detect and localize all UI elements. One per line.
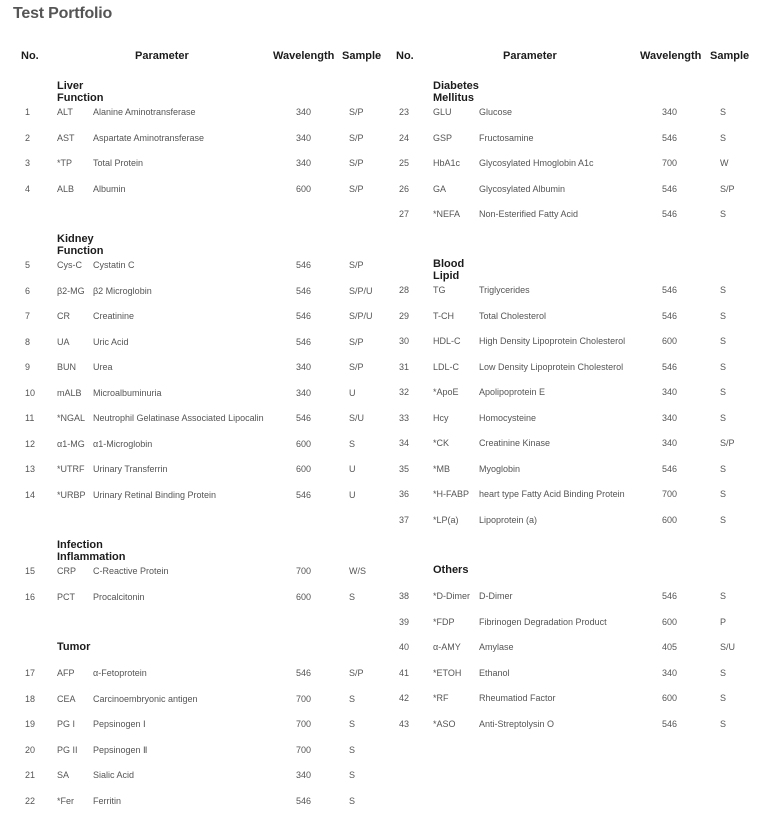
cell-abbr: *URBP [57, 489, 86, 500]
cell-sample: S [720, 336, 727, 346]
cell-name: Cystatin C [93, 260, 135, 270]
header-no: No. [21, 50, 39, 62]
cell-sample: S [349, 744, 356, 755]
cell-no: 1 [25, 107, 31, 117]
cell-wl: 340 [296, 362, 312, 372]
cell-no: 18 [25, 693, 36, 704]
cell-sample: W/S [349, 566, 366, 576]
cell-no: 24 [399, 132, 410, 143]
cell-abbr: Hcy [433, 412, 449, 423]
cell-no: 16 [25, 591, 36, 602]
cell-abbr: *D-Dimer [433, 591, 470, 601]
cell-sample: S [349, 591, 356, 602]
header-no-right: No. [396, 50, 414, 62]
cell-wl: 405 [662, 642, 678, 652]
cell-no: 15 [25, 566, 36, 576]
cell-no: 27 [399, 209, 410, 219]
cell-wl: 340 [662, 667, 678, 678]
cell-sample: U [349, 464, 356, 474]
header-wavelength: Wavelength [273, 50, 335, 62]
cell-sample: S/U [349, 413, 365, 423]
header-parameter-right: Parameter [503, 50, 557, 62]
cell-abbr: *H-FABP [433, 489, 470, 499]
cell-name: C-Reactive Protein [93, 566, 169, 576]
header-sample-right: Sample [710, 50, 750, 62]
cell-no: 42 [399, 693, 410, 703]
cell-no: 19 [25, 719, 36, 729]
cell-name: Urinary Retinal Binding Protein [93, 489, 217, 500]
cell-no: 13 [25, 464, 36, 474]
cell-abbr: *ETOH [433, 667, 462, 678]
header-wavelength-right: Wavelength [640, 50, 702, 62]
cell-abbr: CRP [57, 566, 77, 576]
cell-name: Urinary Transferrin [93, 464, 168, 474]
cell-abbr: ALT [57, 107, 73, 117]
cell-wl: 546 [662, 463, 678, 474]
cell-name: Pepsinogen Ⅱ [93, 744, 148, 755]
cell-sample: S [720, 285, 727, 295]
cell-no: 20 [25, 744, 36, 755]
cell-abbr: *CK [433, 438, 450, 448]
cell-abbr: *RF [433, 693, 449, 703]
cell-no: 5 [25, 260, 31, 270]
cell-sample: S [720, 693, 727, 703]
cell-name: Low Density Lipoprotein Cholesterol [479, 361, 624, 372]
cell-abbr: GSP [433, 132, 453, 143]
cell-sample: S [720, 718, 727, 729]
cell-wl: 600 [296, 183, 312, 194]
section-heading: Tumor [57, 641, 91, 653]
cell-abbr: *FDP [433, 616, 455, 627]
cell-name: Triglycerides [479, 285, 530, 295]
section-heading: Blood Lipid [433, 258, 465, 282]
cell-abbr: PCT [57, 591, 75, 602]
cell-name: α1-Microglobin [93, 438, 153, 449]
cell-no: 36 [399, 489, 410, 499]
cell-sample: S [720, 387, 727, 397]
cell-sample: S/P [720, 438, 735, 448]
cell-sample: S/P [349, 668, 364, 678]
section-heading: Liver Function [57, 80, 104, 104]
cell-name: β2 Microglobin [93, 285, 152, 296]
cell-sample: S [349, 795, 356, 806]
cell-sample: S/P [349, 132, 364, 143]
header-sample: Sample [342, 50, 382, 62]
cell-no: 10 [25, 387, 36, 398]
cell-abbr: α1-MG [57, 438, 85, 449]
page-title: Test Portfolio [13, 5, 113, 22]
cell-sample: S [720, 591, 727, 601]
cell-wl: 546 [296, 489, 312, 500]
cell-no: 41 [399, 667, 410, 678]
cell-name: Albumin [93, 183, 126, 194]
cell-name: Non-Esterified Fatty Acid [479, 209, 579, 219]
cell-abbr: LDL-C [433, 361, 460, 372]
cell-abbr: *ApoE [433, 387, 459, 397]
cell-name: Alanine Aminotransferase [93, 107, 196, 117]
cell-sample: S [349, 693, 356, 704]
cell-sample: S/P [349, 107, 364, 117]
cell-abbr: *TP [57, 158, 73, 168]
cell-name: Amylase [479, 642, 514, 652]
cell-name: Lipoprotein (a) [479, 514, 538, 525]
cell-sample: S [349, 770, 356, 780]
cell-sample: S [720, 667, 727, 678]
cell-abbr: *UTRF [57, 464, 85, 474]
cell-abbr: mALB [57, 387, 82, 398]
cell-name: Aspartate Aminotransferase [93, 132, 205, 143]
cell-abbr: GLU [433, 107, 452, 117]
cell-name: Total Cholesterol [479, 310, 547, 321]
cell-sample: P [720, 616, 727, 627]
cell-name: Homocysteine [479, 412, 537, 423]
cell-wl: 340 [296, 770, 312, 780]
cell-sample: S/P [720, 183, 735, 194]
cell-name: Procalcitonin [93, 591, 145, 602]
cell-no: 35 [399, 463, 410, 474]
cell-wl: 546 [296, 311, 312, 321]
cell-sample: S/P [349, 336, 364, 347]
cell-no: 6 [25, 285, 31, 296]
cell-no: 2 [25, 132, 31, 143]
cell-name: Glycosylated Hmoglobin A1c [479, 158, 594, 168]
cell-sample: S/P/U [349, 285, 373, 296]
cell-abbr: *NGAL [57, 413, 86, 423]
cell-wl: 700 [296, 566, 312, 576]
cell-wl: 340 [662, 438, 678, 448]
cell-name: Neutrophil Gelatinase Associated Lipocalin [93, 413, 264, 423]
cell-wl: 700 [662, 489, 678, 499]
cell-abbr: AST [57, 132, 75, 143]
cell-sample: S [720, 489, 727, 499]
cell-wl: 600 [296, 591, 312, 602]
cell-no: 8 [25, 336, 31, 347]
cell-sample: S [720, 361, 727, 372]
cell-abbr: PG I [57, 719, 76, 729]
cell-wl: 546 [662, 285, 678, 295]
cell-abbr: HbA1c [433, 158, 461, 168]
cell-name: Total Protein [93, 158, 144, 168]
cell-no: 32 [399, 387, 410, 397]
cell-no: 21 [25, 770, 36, 780]
cell-wl: 340 [662, 107, 678, 117]
cell-no: 28 [399, 285, 410, 295]
cell-wl: 700 [662, 158, 678, 168]
cell-name: Urea [93, 362, 113, 372]
cell-no: 43 [399, 718, 410, 729]
cell-name: Carcinoembryonic antigen [93, 693, 198, 704]
cell-wl: 546 [296, 260, 312, 270]
cell-sample: S/P [349, 183, 364, 194]
cell-name: Sialic Acid [93, 770, 135, 780]
cell-abbr: Cys-C [57, 260, 82, 270]
cell-name: Pepsinogen Ⅰ [93, 719, 146, 729]
cell-name: Microalbuminuria [93, 387, 162, 398]
cell-wl: 600 [296, 464, 312, 474]
cell-wl: 700 [296, 693, 312, 704]
cell-name: Anti-Streptolysin O [479, 718, 555, 729]
cell-name: D-Dimer [479, 591, 513, 601]
cell-no: 9 [25, 362, 31, 372]
cell-sample: S [349, 719, 356, 729]
cell-sample: S/P [349, 158, 364, 168]
cell-sample: S [720, 107, 727, 117]
cell-name: Creatinine [93, 311, 135, 321]
cell-no: 12 [25, 438, 36, 449]
cell-sample: S/P/U [349, 311, 373, 321]
cell-no: 14 [25, 489, 36, 500]
cell-wl: 546 [296, 668, 312, 678]
cell-no: 31 [399, 361, 410, 372]
cell-no: 23 [399, 107, 410, 117]
cell-wl: 546 [296, 795, 312, 806]
cell-wl: 546 [296, 413, 312, 423]
cell-abbr: AFP [57, 668, 75, 678]
cell-wl: 340 [662, 412, 678, 423]
cell-wl: 600 [662, 514, 678, 525]
cell-abbr: SA [57, 770, 70, 780]
cell-wl: 546 [662, 361, 678, 372]
cell-wl: 340 [296, 132, 312, 143]
cell-abbr: α-AMY [433, 642, 461, 652]
cell-name: α-Fetoprotein [93, 668, 147, 678]
cell-no: 17 [25, 668, 36, 678]
cell-wl: 546 [662, 183, 678, 194]
cell-abbr: *LP(a) [433, 514, 459, 525]
cell-no: 11 [25, 413, 35, 423]
cell-sample: S/U [720, 642, 736, 652]
cell-name: Glucose [479, 107, 513, 117]
cell-name: Myoglobin [479, 463, 521, 474]
cell-no: 40 [399, 642, 410, 652]
cell-name: Ferritin [93, 795, 122, 806]
section-heading: Kidney Function [57, 233, 104, 257]
cell-wl: 340 [662, 387, 678, 397]
cell-wl: 600 [296, 438, 312, 449]
cell-wl: 546 [296, 336, 312, 347]
cell-wl: 600 [662, 693, 678, 703]
cell-sample: U [349, 387, 356, 398]
cell-no: 39 [399, 616, 410, 627]
section-heading: Infection Inflammation [57, 539, 126, 563]
cell-wl: 700 [296, 719, 312, 729]
cell-wl: 546 [662, 132, 678, 143]
cell-wl: 546 [662, 718, 678, 729]
cell-sample: W [720, 158, 729, 168]
cell-abbr: PG II [57, 744, 78, 755]
cell-name: Glycosylated Albumin [479, 183, 566, 194]
cell-sample: S [720, 463, 727, 474]
cell-no: 7 [25, 311, 31, 321]
cell-wl: 546 [662, 209, 678, 219]
cell-abbr: T-CH [433, 310, 454, 321]
cell-sample: S/P [349, 260, 364, 270]
cell-no: 4 [25, 183, 31, 194]
cell-name: High Density Lipoprotein Cholesterol [479, 336, 626, 346]
cell-name: Ethanol [479, 667, 510, 678]
cell-abbr: *NEFA [433, 209, 461, 219]
cell-sample: S [349, 438, 356, 449]
cell-abbr: ALB [57, 183, 75, 194]
cell-sample: S [720, 310, 727, 321]
cell-name: Uric Acid [93, 336, 129, 347]
cell-name: Apolipoprotein E [479, 387, 546, 397]
cell-wl: 546 [662, 591, 678, 601]
cell-abbr: GA [433, 183, 447, 194]
cell-abbr: *MB [433, 463, 451, 474]
cell-abbr: β2-MG [57, 285, 85, 296]
cell-name: Fructosamine [479, 132, 534, 143]
cell-sample: S [720, 132, 727, 143]
cell-abbr: *Fer [57, 795, 75, 806]
cell-no: 22 [25, 795, 36, 806]
cell-abbr: TG [433, 285, 446, 295]
cell-wl: 340 [296, 107, 312, 117]
cell-wl: 600 [662, 336, 678, 346]
cell-name: Fibrinogen Degradation Product [479, 616, 607, 627]
cell-no: 30 [399, 336, 410, 346]
cell-no: 33 [399, 412, 410, 423]
cell-abbr: HDL-C [433, 336, 461, 346]
cell-wl: 700 [296, 744, 312, 755]
cell-wl: 600 [662, 616, 678, 627]
section-heading: Others [433, 564, 469, 576]
cell-wl: 340 [296, 158, 312, 168]
cell-name: Rheumatiod Factor [479, 693, 556, 703]
cell-no: 3 [25, 158, 31, 168]
header-parameter: Parameter [135, 50, 189, 62]
cell-no: 26 [399, 183, 410, 194]
cell-name: heart type Fatty Acid Binding Protein [479, 489, 625, 499]
cell-sample: S/P [349, 362, 364, 372]
cell-abbr: CR [57, 311, 70, 321]
cell-sample: U [349, 489, 356, 500]
cell-sample: S [720, 209, 727, 219]
cell-wl: 546 [296, 285, 312, 296]
cell-wl: 340 [296, 387, 312, 398]
cell-wl: 546 [662, 310, 678, 321]
cell-no: 25 [399, 158, 410, 168]
cell-abbr: CEA [57, 693, 76, 704]
cell-sample: S [720, 412, 727, 423]
cell-no: 37 [399, 514, 410, 525]
cell-no: 34 [399, 438, 410, 448]
cell-name: Creatinine Kinase [479, 438, 551, 448]
section-heading: Diabetes Mellitus [433, 80, 479, 104]
cell-no: 38 [399, 591, 410, 601]
cell-no: 29 [399, 310, 410, 321]
cell-abbr: *ASO [433, 718, 456, 729]
cell-abbr: BUN [57, 362, 77, 372]
cell-abbr: UA [57, 336, 70, 347]
cell-sample: S [720, 514, 727, 525]
